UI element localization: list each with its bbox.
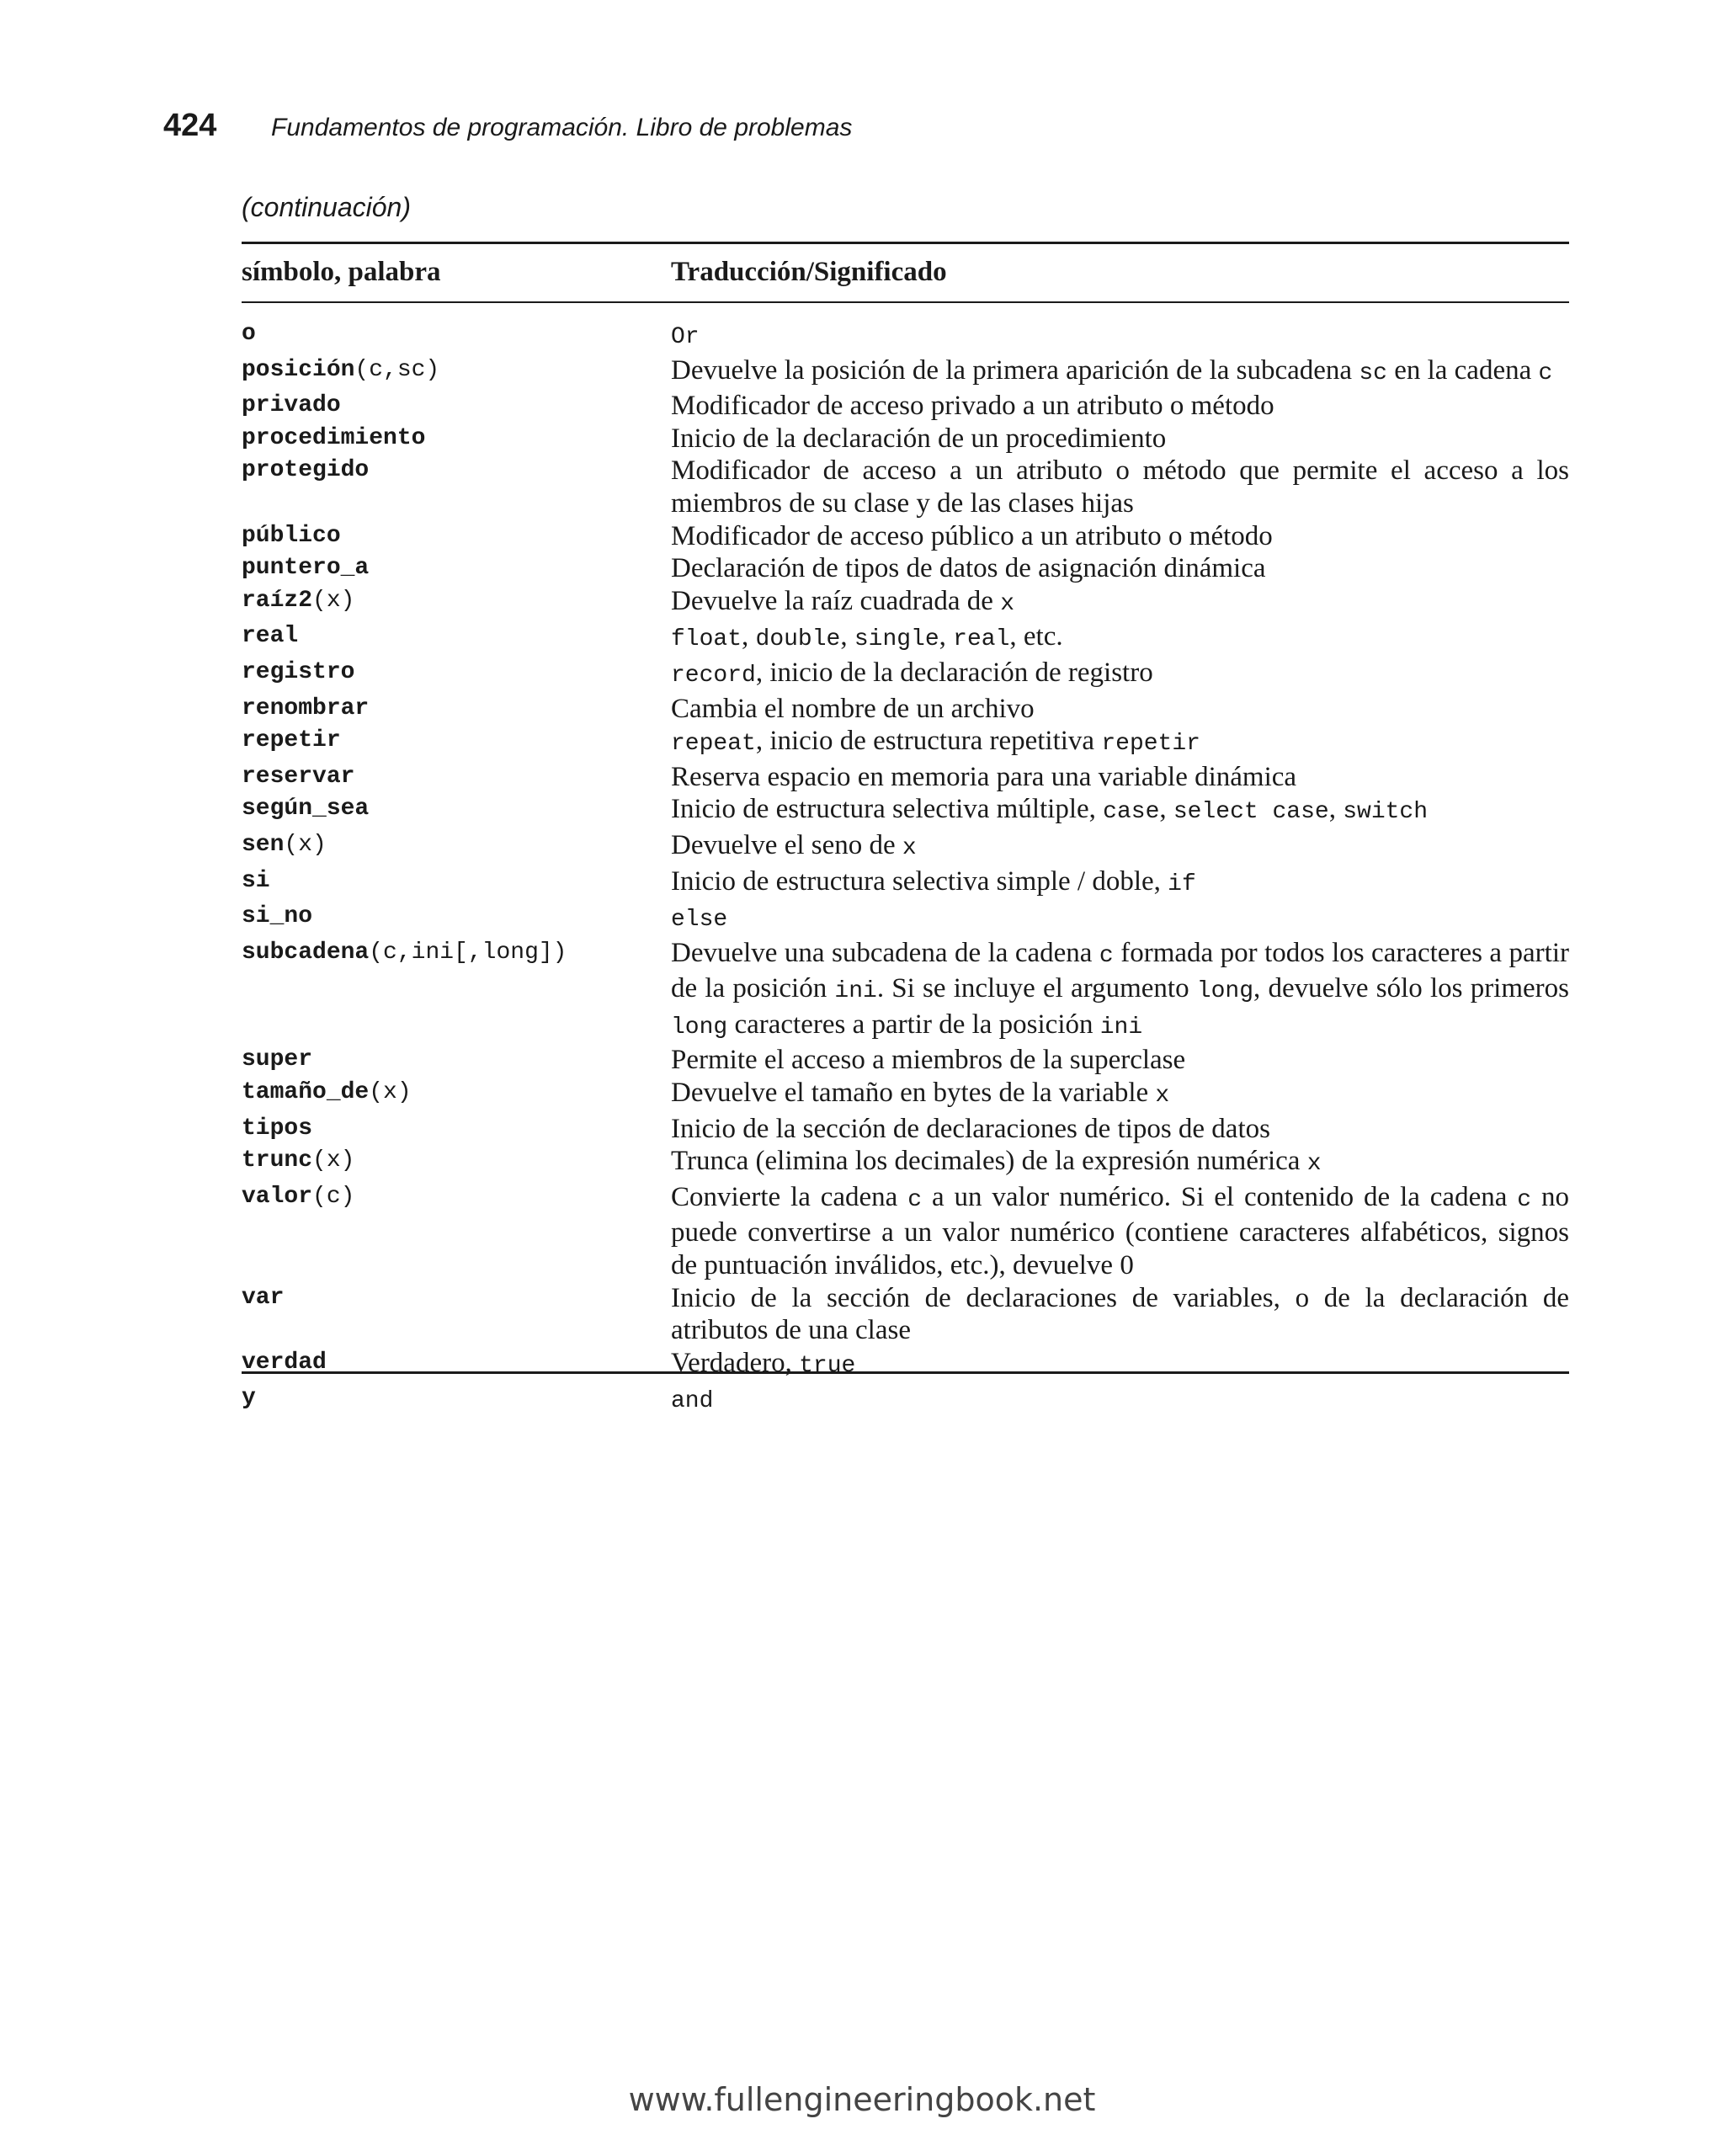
table-row [242, 423, 1569, 455]
symbol-cell [242, 1113, 671, 1146]
symbol-cell [242, 1347, 671, 1383]
table-row [242, 318, 1569, 354]
arguments: (c,ini[,long]) [369, 939, 567, 966]
footer-url: www.fullengineeringbook.net [628, 2081, 1096, 2118]
meaning-cell [671, 1181, 1569, 1282]
meaning-text: Devuelve la raíz cuadrada de [671, 585, 1001, 616]
symbol-cell [242, 1382, 671, 1419]
table-row [242, 937, 1569, 1045]
meaning-text: , [840, 621, 854, 652]
table-row [242, 725, 1569, 761]
code-term: single [854, 626, 939, 653]
keyword: y [242, 1385, 256, 1412]
symbol-cell [242, 390, 671, 423]
keyword: var [242, 1284, 285, 1311]
meaning-cell [671, 901, 1569, 937]
code-term: else [671, 907, 728, 934]
keyword: super [242, 1046, 313, 1073]
meaning-cell [671, 390, 1569, 423]
keyword: reservar [242, 763, 355, 790]
table-bottom-rule [242, 1371, 1569, 1374]
arguments: (c) [312, 1183, 355, 1210]
meaning-text: Inicio de la sección de declaraciones de tipos de datos [671, 1113, 1270, 1144]
symbol-cell [242, 455, 671, 519]
code-term: double [755, 626, 841, 653]
meaning-cell [671, 793, 1569, 829]
keyword: o [242, 321, 256, 347]
table-row [242, 390, 1569, 423]
keyword: renombrar [242, 695, 370, 721]
meaning-cell [671, 693, 1569, 726]
meaning-text: no puede convertirse a un valor numérico (contiene caracteres alfabéticos, signos de puntuación inválidos, etc.), devuelve 0 [671, 1181, 1569, 1281]
meaning-cell [671, 455, 1569, 519]
code-term: x [1155, 1083, 1170, 1110]
table-row [242, 693, 1569, 726]
meaning-cell [671, 1113, 1569, 1146]
table-row [242, 552, 1569, 585]
meaning-cell [671, 865, 1569, 902]
code-term: switch [1343, 799, 1429, 826]
symbol-cell [242, 793, 671, 829]
meaning-text: caracteres a partir de la posición [727, 1009, 1100, 1040]
table-row [242, 1113, 1569, 1146]
table-row [242, 455, 1569, 519]
code-term: case [1103, 799, 1160, 826]
column-header-meaning: Traducción/Significado [671, 257, 947, 287]
keyword: sen [242, 831, 285, 858]
meaning-text: , [1159, 794, 1173, 825]
keyword: valor [242, 1183, 313, 1210]
symbol-cell [242, 829, 671, 865]
keyword: procedimiento [242, 424, 426, 451]
meaning-text: Cambia el nombre de un archivo [671, 693, 1035, 724]
keyword: puntero_a [242, 555, 370, 582]
page-number: 424 [163, 108, 217, 143]
meaning-cell [671, 520, 1569, 553]
keyword: protegido [242, 457, 370, 484]
arguments: (x) [312, 587, 355, 614]
meaning-text: , [939, 621, 954, 652]
meaning-cell [671, 585, 1569, 621]
meaning-cell [671, 318, 1569, 354]
meaning-text: Verdadero, [671, 1347, 800, 1378]
keyword: público [242, 522, 341, 549]
code-term: Or [671, 324, 700, 350]
keyword: real [242, 623, 299, 650]
symbol-cell [242, 1181, 671, 1282]
meaning-text: Declaración de tipos de datos de asignación dinámica [671, 553, 1266, 584]
code-term: record [671, 662, 756, 689]
table-row [242, 1382, 1569, 1419]
meaning-text: Permite el acceso a miembros de la superclase [671, 1045, 1186, 1076]
meaning-text: Inicio de la declaración de un procedimiento [671, 423, 1167, 454]
code-term: true [799, 1352, 856, 1379]
code-term: float [671, 626, 742, 653]
meaning-cell [671, 829, 1569, 865]
symbol-cell [242, 1044, 671, 1077]
table-row [242, 1145, 1569, 1181]
code-term: c [1099, 942, 1114, 969]
meaning-cell [671, 620, 1569, 657]
meaning-cell [671, 937, 1569, 1045]
code-term: repetir [1101, 731, 1200, 758]
keyword: verdad [242, 1349, 327, 1376]
keyword: tamaño_de [242, 1079, 370, 1106]
symbol-cell [242, 725, 671, 761]
code-term: real [953, 626, 1010, 653]
keyword: posición [242, 356, 355, 383]
symbol-cell [242, 318, 671, 354]
meaning-text: , [742, 621, 756, 652]
meaning-cell [671, 657, 1569, 693]
symbol-cell [242, 865, 671, 902]
meaning-text: Devuelve el seno de [671, 829, 902, 860]
meaning-text: . Si se incluye el argumento [876, 973, 1197, 1004]
code-term: sc [1359, 359, 1387, 386]
code-term: x [902, 834, 917, 861]
meaning-text: Devuelve el tamaño en bytes de la variable [671, 1078, 1156, 1109]
keyword: si [242, 867, 270, 894]
symbol-cell [242, 1077, 671, 1113]
symbol-cell [242, 354, 671, 391]
keyword: raíz2 [242, 587, 313, 614]
meaning-cell [671, 1145, 1569, 1181]
meaning-text: Modificador de acceso público a un atributo o método [671, 520, 1273, 551]
symbol-cell [242, 693, 671, 726]
meaning-text: , devuelve sólo los primeros [1253, 973, 1569, 1004]
keyword: según_sea [242, 796, 370, 822]
symbol-cell [242, 520, 671, 553]
arguments: (c,sc) [354, 356, 440, 383]
running-title: Fundamentos de programación. Libro de problemas [271, 114, 853, 141]
code-term: if [1168, 870, 1196, 897]
code-term: ini [1099, 1014, 1143, 1041]
keyword: tipos [242, 1115, 313, 1142]
code-term: c [1517, 1186, 1532, 1213]
arguments: (x) [284, 831, 327, 858]
continuation-label: (continuación) [242, 192, 411, 222]
symbol-cell [242, 552, 671, 585]
table-row [242, 585, 1569, 621]
code-term: c [1538, 359, 1553, 386]
table-row [242, 1347, 1569, 1383]
meaning-cell [671, 1382, 1569, 1419]
meaning-text: , [1328, 794, 1344, 825]
table-row [242, 793, 1569, 829]
table-row [242, 657, 1569, 693]
symbol-cell [242, 901, 671, 937]
keyword: repetir [242, 727, 341, 754]
table-row [242, 829, 1569, 865]
meaning-text: Reserva espacio en memoria para una variable dinámica [671, 761, 1297, 792]
meaning-text: Inicio de estructura selectiva múltiple, [671, 794, 1104, 825]
meaning-text: Inicio de estructura selectiva simple / doble, [671, 865, 1168, 897]
meaning-text: Devuelve la posición de la primera aparición de la subcadena [671, 354, 1360, 386]
meaning-cell [671, 1044, 1569, 1077]
keyword: si_no [242, 903, 313, 930]
symbol-cell [242, 423, 671, 455]
keyword: privado [242, 392, 341, 419]
table-row [242, 520, 1569, 553]
column-header-symbol: símbolo, palabra [242, 257, 441, 287]
meaning-text: Devuelve una subcadena de la cadena [671, 937, 1099, 968]
keyword: trunc [242, 1147, 313, 1174]
table-row [242, 901, 1569, 937]
symbol-cell [242, 620, 671, 657]
meaning-cell [671, 1347, 1569, 1383]
code-term: select case [1173, 799, 1329, 826]
table-row [242, 354, 1569, 391]
meaning-text: Convierte la cadena [671, 1181, 908, 1212]
table-row [242, 1077, 1569, 1113]
code-term: x [1306, 1151, 1322, 1178]
meaning-cell [671, 354, 1569, 391]
code-term: long [671, 1014, 728, 1041]
meaning-text: formada por todos los caracteres a partir de la posición [671, 937, 1569, 1004]
meaning-text: en la cadena [1386, 354, 1539, 386]
code-term: long [1196, 978, 1253, 1005]
table-row [242, 865, 1569, 902]
meaning-text: Inicio de la sección de declaraciones de variables, o de la declaración de atributos de una clase [671, 1282, 1569, 1346]
meaning-cell [671, 725, 1569, 761]
arguments: (x) [312, 1147, 355, 1174]
code-term: repeat [671, 731, 756, 758]
meaning-cell [671, 761, 1569, 794]
meaning-cell [671, 1282, 1569, 1347]
table-row [242, 620, 1569, 657]
table-top-rule [242, 242, 1569, 244]
meaning-cell [671, 552, 1569, 585]
meaning-text: Modificador de acceso privado a un atributo o método [671, 391, 1274, 422]
meaning-cell [671, 1077, 1569, 1113]
symbol-cell [242, 761, 671, 794]
keyword: registro [242, 658, 355, 685]
symbol-cell [242, 657, 671, 693]
code-term: and [671, 1388, 714, 1415]
meaning-text: Modificador de acceso a un atributo o método que permite el acceso a los miembros de su clase y de las clases hijas [671, 455, 1569, 519]
code-term: ini [834, 978, 877, 1005]
code-term: c [907, 1186, 923, 1213]
meaning-text: , inicio de la declaración de registro [755, 657, 1153, 688]
table-row [242, 761, 1569, 794]
table-row [242, 1282, 1569, 1347]
table-body [242, 318, 1569, 1419]
meaning-text: Trunca (elimina los decimales) de la expresión numérica [671, 1146, 1307, 1177]
code-term: x [1000, 590, 1014, 617]
arguments: (x) [369, 1079, 412, 1106]
meaning-cell [671, 423, 1569, 455]
symbol-cell [242, 1282, 671, 1347]
symbol-cell [242, 585, 671, 621]
table-header-rule [242, 301, 1569, 303]
page-header [163, 108, 852, 150]
keyword: subcadena [242, 939, 370, 966]
meaning-text: a un valor numérico. Si el contenido de la cadena [922, 1181, 1518, 1212]
table-row [242, 1181, 1569, 1282]
table-row [242, 1044, 1569, 1077]
symbol-cell [242, 1145, 671, 1181]
table-header [242, 253, 1569, 295]
meaning-text: , etc. [1009, 621, 1063, 652]
symbol-cell [242, 937, 671, 1045]
meaning-text: , inicio de estructura repetitiva [755, 726, 1102, 757]
